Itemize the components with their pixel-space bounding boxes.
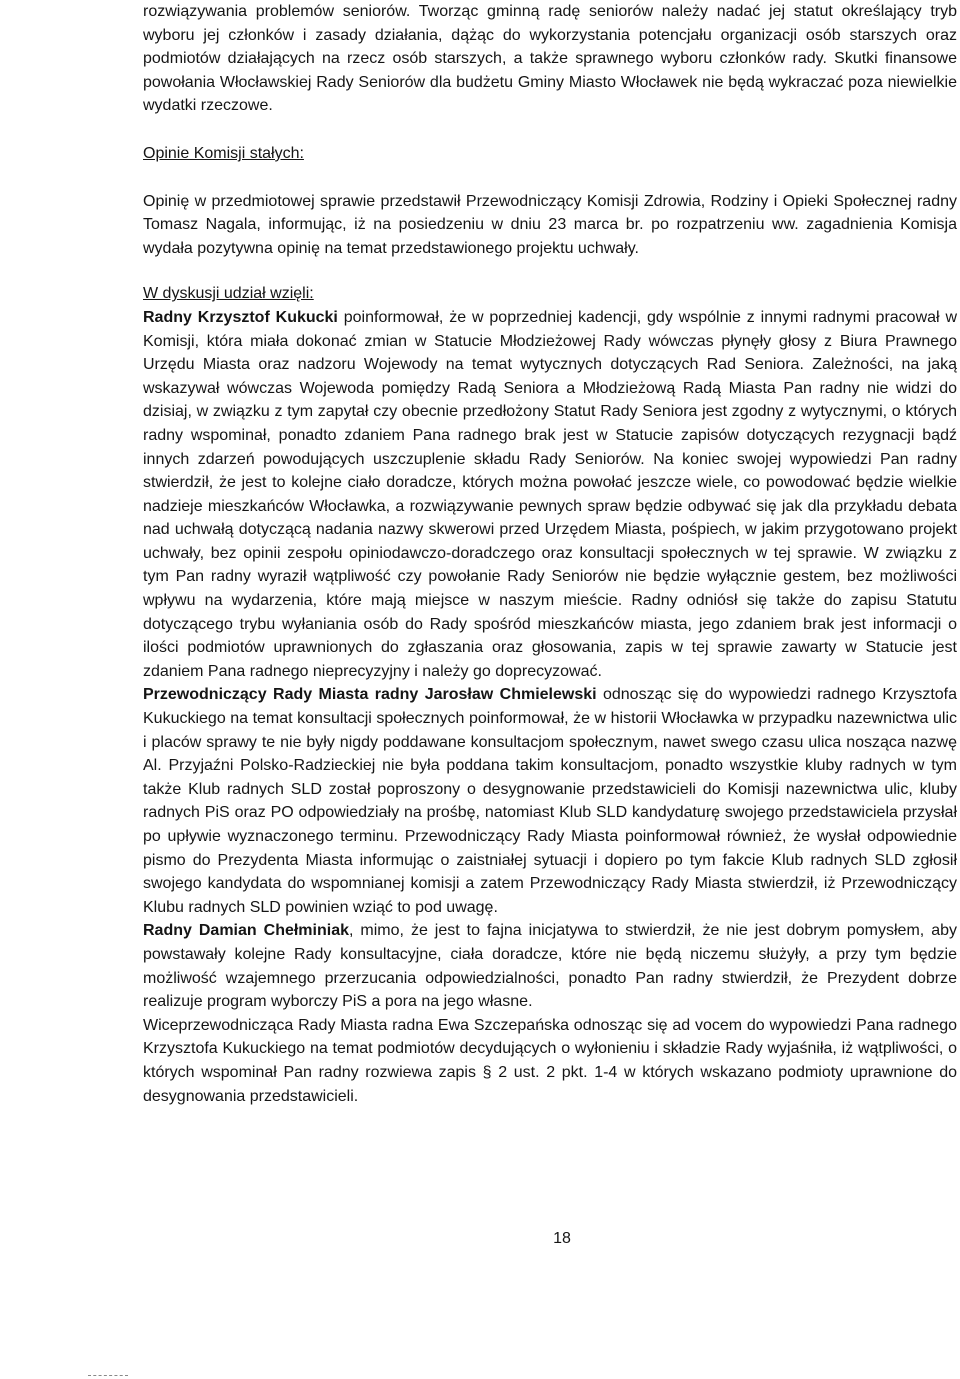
statement-text: Wiceprzewodnicząca Rady Miasta radna Ewa Szczepańska odnosząc się ad vocem do wypowiedzi Pana radnego Krzysztofa Kukuckiego na temat podmiotów decydujących o wyłonieniu i składzie Rady wyjaśniła, iż wątpliwości, o których wspominał Pan radny rozwiewa zapis § 2 ust. 2 pkt. 1-4 w których wskazano podmioty uprawnione do desygnowania przedstawicieli. (143, 1016, 957, 1105)
speaker-name: Radny Krzysztof Kukucki (143, 308, 338, 326)
statement-text: , mimo, że jest to fajna inicjatywa to stwierdził, że nie jest dobrym pomysłem, aby powstawały kolejne Rady konsultacyjne, ciała doradcze, które nie będą niczemu służyły, a przy tym będzie możliwość wzajemnego przerzucania odpowiedzialności, ponadto Pan radny stwierdził, że Prezydent dobrze realizuje program wyborczy PiS a pora na jego własne. (143, 922, 957, 1011)
statement-kukucki (143, 306, 957, 684)
discussion-heading: W dyskusji udział wzięli: (143, 285, 314, 303)
document-page (143, 0, 957, 1108)
page-number: 18 (553, 1230, 571, 1247)
speaker-name: Przewodniczący Rady Miasta radny Jarosław Chmielewski (143, 686, 597, 704)
committee-opinion-paragraph: Opinię w przedmiotowej sprawie przedstawił Przewodniczący Komisji Zdrowia, Rodziny i Opieki Społecznej radny Tomasz Nagala, informując, iż na posiedzeniu w dniu 23 marca br. po rozpatrzeniu ww. zagadnienia Komisja wydała pozytywna opinię na temat przedstawionego projektu uchwały. (143, 192, 957, 257)
statement-text: odnosząc się do wypowiedzi radnego Krzysztofa Kukuckiego na temat konsultacji społecznych poinformował, że w historii Włocławka w przypadku nazewnictwa ulic i placów sprawy te nie były nigdy poddawane konsultacjom społecznym, nawet swego czasu ulica nosząca nazwę Al. Przyjaźni Polsko-Radzieckiej nie była poddana takim konsultacjom, ponadto wszystkie kluby radnych w tym także Klub radnych SLD został poproszony o desygnowanie przedstawicieli do Komisji nazewnictwa ulic, kluby radnych PiS oraz PO odpowiedziały na prośbę, natomiast Klub SLD kandydaturę swojego przedstawiciela przysłał po upływie wyznaczonego terminu. Przewodniczący Rady Miasta poinformował również, że wysłał odpowiednie pismo do Prezydenta Miasta informując o zaistniałej sytuacji i dopiero po tym fakcie Klub radnych SLD zgłosił swojego kandydata do wspomnianej komisji a zatem Przewodniczący Rady Miasta stwierdził, iż Przewodniczący Klubu radnych SLD powinien wziąć to pod uwagę. (143, 686, 958, 916)
statement-chmielewski (143, 683, 957, 919)
scan-edge-mark (88, 1375, 128, 1377)
intro-paragraph: rozwiązywania problemów seniorów. Tworząc gminną radę seniorów należy nadać jej statut określający tryb wyboru jej członków i zasady działania, dążąc do wykorzystania potencjału organizacji osób starszych oraz podmiotów działających na rzecz osób starszych, a także sprawnego wyboru członków rady. Skutki finansowe powołania Włocławskiej Rady Seniorów dla budżetu Gminy Miasto Włocławek nie będą wykraczać poza niewielkie wydatki rzeczowe. (143, 3, 957, 115)
statement-chelminiak (143, 919, 957, 1013)
committee-heading: Opinie Komisji stałych: (143, 144, 304, 162)
statement-szczepanska (143, 1014, 957, 1108)
speaker-name: Radny Damian Chełminiak (143, 922, 349, 940)
statement-text: poinformował, że w poprzedniej kadencji, gdy wspólnie z innymi radnymi pracował w Komisji, która miała dokonać zmian w Statucie Młodzieżowej Rady wówczas płynęły głosy z Biura Prawnego Urzędu Miasta oraz nadzoru Wojewody na temat wytycznych dotyczących Rad Seniora. Zależności, na jaką wskazywał wówczas Wojewoda pomiędzy Radą Seniora a Młodzieżową Radą Miasta Pan radny nie widzi do dzisiaj, w związku z tym zapytał czy obecnie przedłożony Statut Rady Seniora jest zgodny z wytycznymi, o których radny wspominał, ponadto zdaniem Pana radnego brak jest w Statucie zapisów dotyczących rezygnacji bądź innych zdarzeń powodujących uszczuplenie składu Rady Seniorów. Na koniec swojej wypowiedzi Pan radny stwierdził, że jest to kolejne ciało doradcze, których można powołać jeszcze wiele, co powodować będzie wielkie nadzieje mieszkańców Włocławka, a rozwiązywanie pewnych spraw będzie odbywać się jak dla przykładu debata nad uchwałą dotyczącą nadania nazwy skwerowi przed Urzędem Miasta, pośpiech, w jakim przygotowano projekt uchwały, bez opinii zespołu opiniodawczo-doradczego oraz konsultacji społecznych w tej sprawie. W związku z tym Pan radny wyraził wątpliwość czy powołanie Rady Seniorów nie będzie wyłącznie gestem, bez możliwości wpływu na wydarzenia, które mają miejsce w naszym mieście. Radny odniósł się także do zapisu Statutu dotyczącego trybu wyłaniania osób do Rady spośród mieszkańców miasta, jego zdaniem brak jest informacji o ilości podmiotów uprawnionych do zgłaszania oraz głosowania, zapis w tej sprawie zawarty w Statucie jest zdaniem Pana radnego nieprecyzyjny i należy go doprecyzować. (143, 308, 957, 680)
